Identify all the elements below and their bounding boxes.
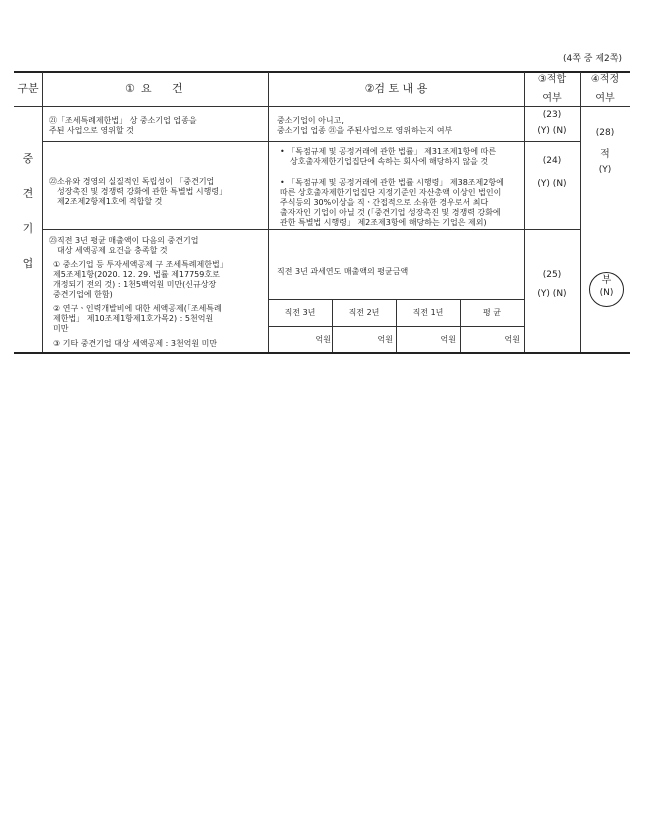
row3-meet-yn: (Y) (N) — [537, 289, 567, 299]
row2-review-b-line4: 출자자인 기업이 아닐 것 (「중견기업 성장촉진 및 경쟁력 강화에 — [280, 208, 501, 217]
header-meet-2: 여부 — [542, 93, 562, 104]
header-requirement-number: ① — [125, 82, 135, 95]
row3-item3: ③ 기타 중견기업 대상 세액공제 : 3천억원 미만 — [53, 339, 218, 348]
row1-meet-number: (23) — [542, 110, 562, 120]
proper-jeok-y: (Y) — [598, 165, 612, 175]
header-proper-2: 여부 — [595, 93, 615, 104]
header-meet-1: ③적합 — [537, 74, 567, 85]
row1-requirement-line1: ㉑「조세특례제한법」 상 중소기업 업종을 — [49, 116, 197, 125]
row2-review-b-line1: • 「독점규제 및 공정거래에 관한 법률 시행령」 제38조제2항에 — [280, 178, 504, 187]
row2-requirement-line2: 성장촉진 및 경쟁력 강화에 관한 특별법 시행령」 — [57, 187, 228, 196]
subtable-unit: 억원 — [440, 335, 456, 344]
subtable-header: 직전 3년 — [284, 308, 316, 317]
row2-requirement-line1: ㉒소유와 경영의 실질적인 독립성이 「중견기업 — [49, 177, 215, 186]
header-requirement-b: 건 — [172, 82, 183, 95]
row3-item1-line3: 개정되기 전의 것) : 1천5백억원 미만(신규상장 — [53, 280, 217, 289]
row3-item2-line1: ② 연구ㆍ인력개발비에 대한 세액공제(「조세특례 — [53, 304, 222, 313]
category-char: 기 — [22, 222, 34, 235]
row3-requirement-line1: ㉓직전 3년 평균 매출액이 다음의 중견기업 — [49, 236, 199, 245]
row3-item1-line2: 제5조제1항(2020. 12. 29. 법률 제17759호로 — [53, 270, 220, 279]
row2-review-a-line2: 상호출자제한기업집단에 속하는 회사에 해당하지 않을 것 — [290, 157, 489, 166]
header-review-content: ②검 토 내 용 — [364, 82, 428, 95]
category-char: 견 — [22, 187, 34, 200]
table-top-border — [14, 71, 630, 73]
row2-review-b-line2: 따른 상호출자제한기업집단 지정기준인 자산총액 이상인 법인이 — [280, 188, 502, 197]
row2-meet-yn: (Y) (N) — [537, 179, 567, 189]
table-bottom-border — [14, 352, 630, 354]
row3-meet-number: (25) — [542, 270, 562, 280]
row1-requirement-line2: 주된 사업으로 영위할 것 — [49, 126, 134, 135]
category-char: 업 — [22, 257, 34, 270]
subtable-header: 평 균 — [483, 308, 501, 317]
row-divider — [42, 141, 580, 142]
header-proper-1: ④적정 — [590, 74, 620, 85]
proper-number: (28) — [595, 128, 615, 138]
subtable-unit: 억원 — [504, 335, 520, 344]
subtable-unit: 억원 — [315, 335, 331, 344]
header-gubun: 구분 — [17, 82, 39, 95]
row3-item1-line1: ① 중소기업 등 투자세액공제 구 조세특례제한법」 — [53, 260, 228, 269]
row1-review-line1: 중소기업이 아니고, — [277, 116, 344, 125]
page-indicator: (4쪽 중 제2쪽) — [563, 54, 622, 64]
proper-jeok: 적 — [600, 149, 610, 160]
row3-requirement-line2: 대상 세액공제 요건을 충족할 것 — [57, 246, 168, 255]
header-bottom-border — [14, 106, 630, 107]
subtable-header: 직전 1년 — [412, 308, 444, 317]
proper-bu: 부 — [601, 275, 612, 286]
row-divider — [42, 229, 580, 230]
row3-item2-line2: 제한법」 제10조제1항제1호가목2) : 5천억원 — [53, 314, 214, 323]
row1-review-line2: 중소기업 업종 ㉑을 주된사업으로 영위하는지 여부 — [277, 126, 453, 135]
subtable-divider — [332, 299, 333, 352]
row2-requirement-line3: 제2조제2항제1호에 적합할 것 — [57, 197, 163, 206]
subtable-divider — [460, 299, 461, 352]
category-char: 중 — [22, 152, 34, 165]
row3-item1-line4: 중견기업에 한함) — [53, 290, 113, 299]
subtable-unit: 억원 — [377, 335, 393, 344]
subtable-header: 직전 2년 — [348, 308, 380, 317]
row1-meet-yn: (Y) (N) — [537, 126, 567, 136]
subtable-divider — [396, 299, 397, 352]
proper-bu-n: (N) — [599, 288, 614, 298]
row3-review-title: 직전 3년 과세연도 매출액의 평균금액 — [277, 267, 409, 276]
row3-item2-line3: 미만 — [53, 324, 69, 333]
header-requirement-a: 요 — [141, 82, 152, 95]
col-divider — [42, 72, 43, 352]
row2-review-a-line1: • 「독점규제 및 공정거래에 관한 법률」 제31조제1항에 따른 — [280, 147, 497, 156]
col-divider — [580, 72, 581, 352]
row2-meet-number: (24) — [542, 156, 562, 166]
row2-review-b-line3: 주식등의 30%이상을 직ㆍ간접적으로 소유한 경우로서 최다 — [280, 198, 489, 207]
row2-review-b-line5: 관한 특별법 시행령」 제2조제3항에 해당하는 기업은 제외) — [280, 218, 487, 227]
